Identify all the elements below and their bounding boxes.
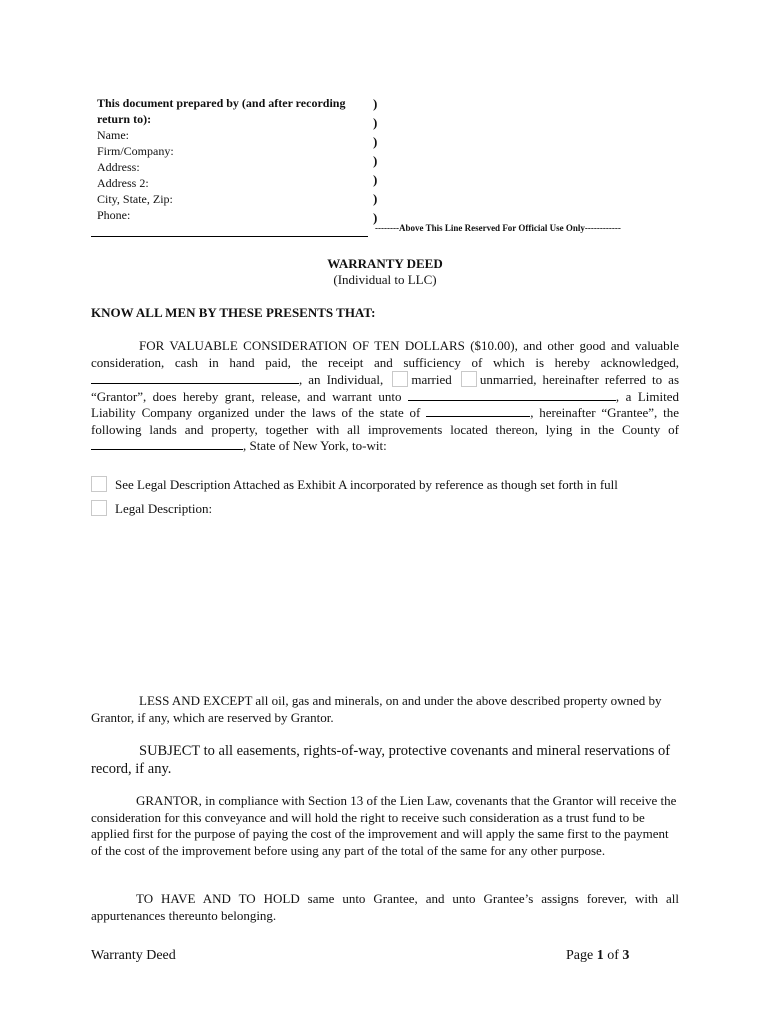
phone-field-label: Phone: [97, 208, 131, 222]
of-word: of [607, 948, 619, 963]
consideration-text-6: , State of New York, to-wit: [243, 438, 387, 453]
consideration-text-5: , hereinafter “Grantee”, the following lands and property, together with all improvements located thereon, lying in the County of [91, 405, 680, 437]
document-subtitle: (Individual to LLC) [333, 272, 437, 287]
legal-description-checkbox[interactable] [91, 500, 107, 516]
subject-text: SUBJECT to all easements, rights-of-way, protective covenants and mineral reservations of record, if any. [91, 743, 671, 777]
consideration-text-4: , a Limited Liability Company organized under the laws of the state of [91, 388, 679, 420]
bracket: ) [373, 210, 378, 225]
bracket-column [373, 94, 377, 227]
city-state-zip-field-label: City, State, Zip: [97, 192, 173, 206]
document-title: WARRANTY DEED [327, 256, 443, 271]
county-blank[interactable] [91, 438, 243, 450]
address-field-label: Address: [97, 160, 140, 174]
official-use-line: --------Above This Line Reserved For Official Use Only------------ [375, 223, 621, 233]
state-blank[interactable] [426, 405, 530, 417]
bracket: ) [373, 134, 378, 149]
subject-paragraph [91, 742, 679, 778]
footer-page-number [566, 948, 629, 964]
exhibit-option [91, 476, 618, 493]
page-word: Page [566, 948, 594, 963]
footer-document-name: Warranty Deed [91, 948, 176, 963]
firm-field-label: Firm/Company: [97, 144, 174, 158]
bracket: ) [373, 115, 378, 130]
prepared-by-heading: This document prepared by (and after recording [97, 96, 346, 110]
legal-description-option [91, 500, 212, 517]
lien-law-paragraph [91, 793, 679, 859]
consideration-text-1: FOR VALUABLE CONSIDERATION OF TEN DOLLARS ($10.00), and other good and valuable consideration, cash in hand paid, the receipt and sufficiency of which is hereby acknowledged, [91, 338, 679, 370]
exhibit-checkbox[interactable] [91, 476, 107, 492]
prepared-by-block [97, 95, 345, 223]
exhibit-label: See Legal Description Attached as Exhibit A incorporated by reference as though set forth in full [115, 477, 618, 492]
divider-line [91, 236, 368, 237]
consideration-paragraph [91, 338, 679, 455]
legal-description-label: Legal Description: [115, 501, 213, 516]
less-except-text: LESS AND EXCEPT all oil, gas and minerals, on and under the above described property owned by Grantor, if any, which are reserved by Grantor. [91, 693, 662, 725]
page-current: 1 [596, 948, 604, 963]
grantor-name-blank[interactable] [91, 372, 299, 384]
bracket: ) [373, 191, 378, 206]
address2-field-label: Address 2: [97, 176, 149, 190]
bracket: ) [373, 153, 378, 168]
bracket: ) [373, 96, 378, 111]
less-except-paragraph [91, 693, 679, 726]
consideration-text-3: “Grantor”, does hereby grant, release, and warrant unto [91, 388, 402, 404]
consideration-text-2: , an Individual, [299, 372, 384, 387]
know-all-heading: KNOW ALL MEN BY THESE PRESENTS THAT: [91, 305, 376, 320]
bracket: ) [373, 172, 378, 187]
lien-law-text: GRANTOR, in compliance with Section 13 of the Lien Law, covenants that the Grantor will receive the consideration for this conveyance and will hold the right to receive such consideration as a trust fund to be applied first for the purpose of paying the cost of the improvement and will apply the same first to the payment of the cost of the improvement before using any part of the total of the same for any other purpose. [91, 793, 677, 858]
name-field-label: Name: [97, 128, 129, 142]
married-checkbox[interactable] [392, 371, 408, 387]
unmarried-checkbox[interactable] [461, 371, 477, 387]
page-total: 3 [622, 948, 630, 963]
married-label: married [411, 372, 452, 387]
habendum-text: TO HAVE AND TO HOLD same unto Grantee, and unto Grantee’s assigns forever, with all appurtenances thereunto belonging. [91, 891, 679, 923]
prepared-by-heading-cont: return to): [97, 112, 152, 126]
habendum-paragraph [91, 891, 679, 924]
unmarried-label: unmarried, hereinafter referred to as [479, 372, 680, 387]
grantee-name-blank[interactable] [408, 389, 616, 401]
